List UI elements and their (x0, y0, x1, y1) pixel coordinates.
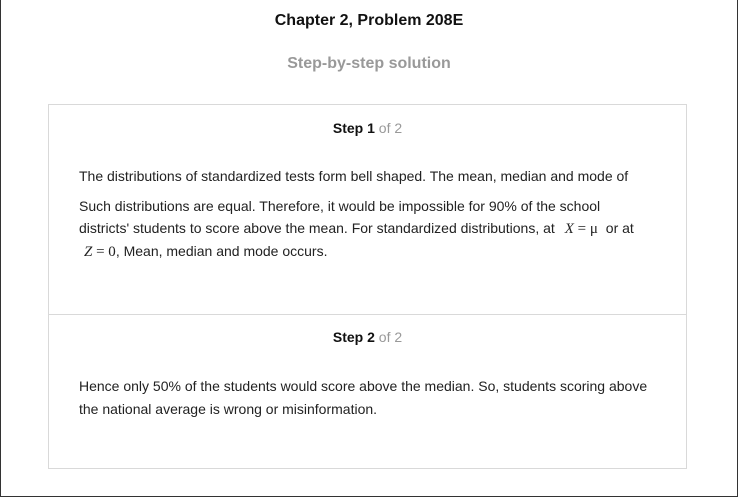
step-2-section (49, 314, 686, 468)
step-1-section (49, 105, 686, 315)
step-2-line-1: Hence only 50% of the students would score above the median. So, students scoring above (79, 378, 648, 394)
step-1-label: Step 1 (332, 120, 375, 136)
math-x-equals-mu: X = μ (564, 221, 598, 237)
step-1-line-1: The distributions of standardized tests form bell shaped. The mean, median and mode of (79, 168, 629, 184)
step-2-line-2: the national average is wrong or misinformation. (79, 401, 378, 417)
step-1-line-2: Such distributions are equal. Therefore, it would be impossible for 90% of the school (79, 198, 601, 214)
solution-card (48, 104, 687, 469)
step-2-header (49, 329, 686, 345)
step-1-line-4: Z = 0, Mean, median and mode occurs. (84, 243, 328, 260)
step-2-label: Step 2 (332, 329, 375, 345)
step-1-header (49, 120, 686, 136)
step-1-count: of 2 (378, 120, 403, 136)
math-z-equals-zero: Z = 0 (84, 244, 116, 260)
step-1-line-3: districts' students to score above the mean. For standardized distributions, at X = μ or at (79, 220, 634, 237)
solution-subtitle: Step-by-step solution (287, 55, 451, 72)
step-2-count: of 2 (378, 329, 403, 345)
page-title: Chapter 2, Problem 208E (274, 12, 464, 29)
